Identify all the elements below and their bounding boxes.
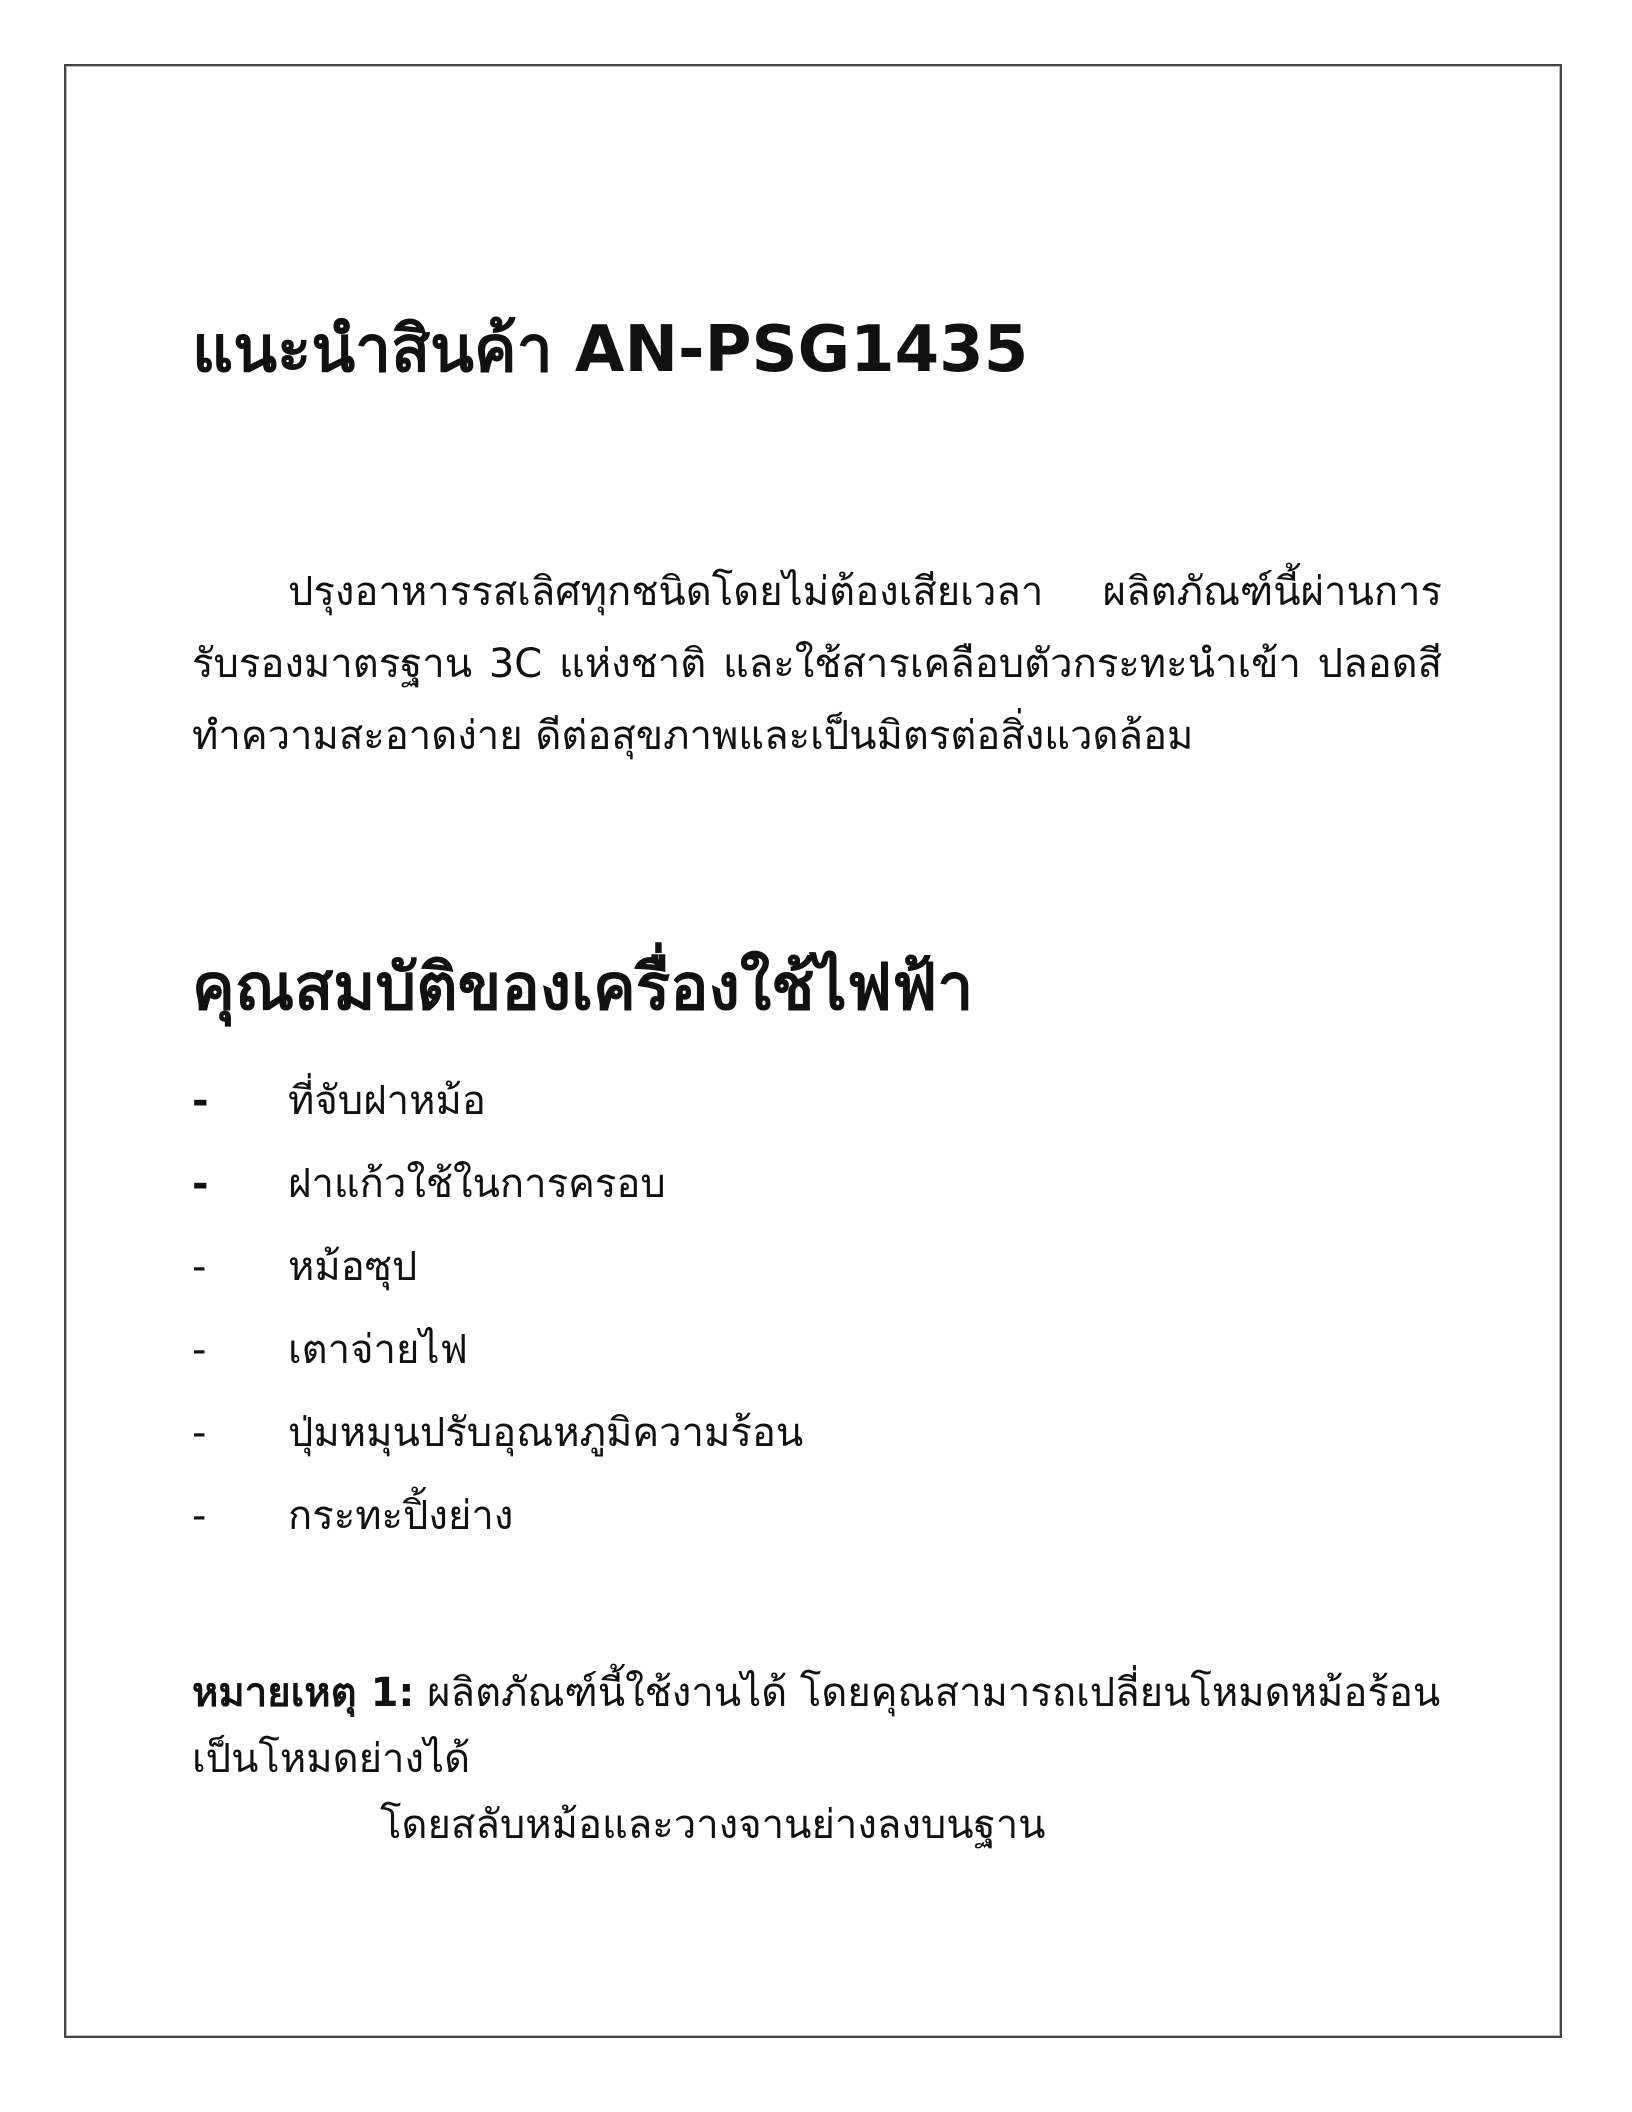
bullet-dash: -	[192, 1327, 207, 1373]
bullet-dash: -	[192, 1410, 207, 1456]
note-text: ผลิตภัณฑ์นี้ใช้งานได้ โดยคุณสามารถเปลี่ยนโหมดหม้อร้อนเป็นโหมดย่างได้	[192, 1670, 1441, 1782]
feature-text: หม้อซุป	[288, 1244, 418, 1290]
feature-text: เตาจ่ายไฟ	[288, 1327, 468, 1373]
feature-item	[192, 1234, 803, 1317]
feature-item	[192, 1483, 803, 1566]
note-label: หมายเหตุ 1:	[192, 1670, 415, 1716]
feature-item	[192, 1400, 803, 1483]
bullet-dash: -	[192, 1078, 209, 1124]
feature-item	[192, 1151, 803, 1234]
product-title: แนะนำสินค้า AN-PSG1435	[192, 313, 1029, 387]
feature-text: กระทะปิ้งย่าง	[288, 1493, 514, 1539]
note-paragraph	[192, 1660, 1452, 1792]
features-heading: คุณสมบัติของเครื่องใช้ไฟฟ้า	[192, 951, 974, 1025]
feature-item	[192, 1068, 803, 1151]
intro-paragraph: ปรุงอาหารรสเลิศทุกชนิดโดยไม่ต้องเสียเวลา ผลิตภัณฑ์นี้ผ่านการรับรองมาตรฐาน 3C แห่งชาติ และใช้สารเคลือบตัวกระทะนำเข้า ปลอดสี ทำความสะอาดง่าย ดีต่อสุขภาพและเป็นมิตรต่อสิ่งแวดล้อม	[192, 569, 1442, 759]
feature-item	[192, 1317, 803, 1400]
bullet-dash: -	[192, 1244, 207, 1290]
note-continuation: โดยสลับหม้อและวางจานย่างลงบนฐาน	[380, 1802, 1046, 1848]
feature-text: ฝาแก้วใช้ในการครอบ	[288, 1161, 666, 1207]
feature-text: ปุ่มหมุนปรับอุณหภูมิความร้อน	[288, 1410, 804, 1456]
feature-list	[192, 1068, 803, 1566]
bullet-dash: -	[192, 1493, 207, 1539]
feature-text: ที่จับฝาหม้อ	[288, 1078, 486, 1124]
bullet-dash: -	[192, 1161, 209, 1207]
